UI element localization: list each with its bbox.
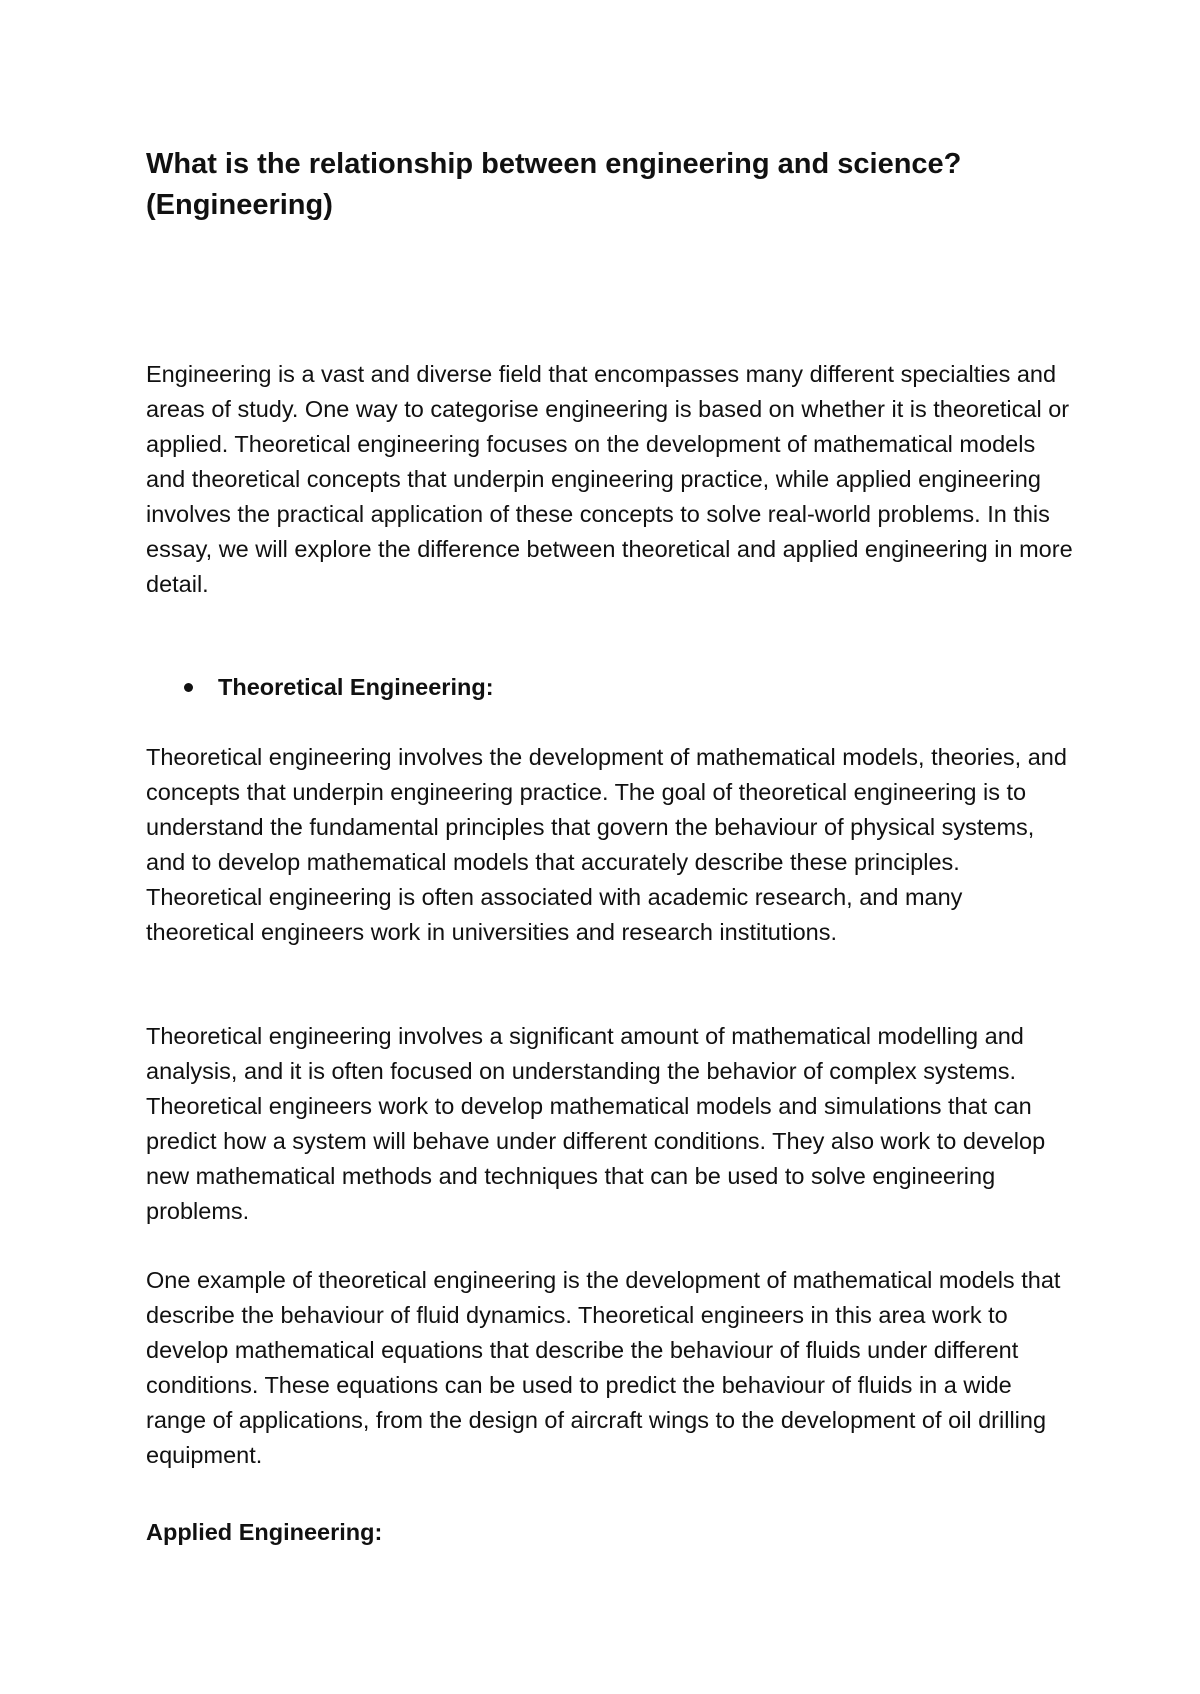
intro-paragraph: Engineering is a vast and diverse field that encompasses many different specialties and areas of study. One way to categorise engineering is based on whether it is theoretical or applied. Theoretical engineering focuses on the development of mathematical models and theoretical concepts that underpin engineering practice, while applied engineering involves the practical application of these concepts to solve real-world problems. In this essay, we will explore the difference between theoretical and applied engineering in more detail. xyxy=(146,361,1073,597)
paragraph-theoretical-definition: Theoretical engineering involves the development of mathematical models, theories, and concepts that underpin engineering practice. The goal of theoretical engineering is to understand the fundamental principles that govern the behaviour of physical systems, and to develop mathematical models that accurately describe these principles. Theoretical engineering is often associated with academic research, and many theoretical engineers work in universities and research institutions. xyxy=(146,744,1067,945)
bullet-heading: Theoretical Engineering: xyxy=(218,674,494,700)
document-title: What is the relationship between engineering and science? (Engineering) xyxy=(146,148,962,221)
paragraph-fluid-dynamics-example: One example of theoretical engineering is the development of mathematical models that describe the behaviour of fluid dynamics. Theoretical engineers in this area work to develop mathematical equations that describe the behaviour of fluids under different conditions. These equations can be used to predict the behaviour of fluids in a wide range of applications, from the design of aircraft wings to the development of oil drilling equipment. xyxy=(146,1267,1061,1468)
section-heading-applied-engineering: Applied Engineering: xyxy=(146,1519,383,1545)
paragraph-theoretical-modelling: Theoretical engineering involves a significant amount of mathematical modelling and analysis, and it is often focused on understanding the behavior of complex systems. Theoretical engineers work to develop mathematical models and simulations that can predict how a system will behave under different conditions. They also work to develop new mathematical methods and techniques that can be used to solve engineering problems. xyxy=(146,1023,1046,1224)
bullet-item-theoretical-engineering xyxy=(146,670,494,705)
bullet-icon xyxy=(184,683,193,692)
